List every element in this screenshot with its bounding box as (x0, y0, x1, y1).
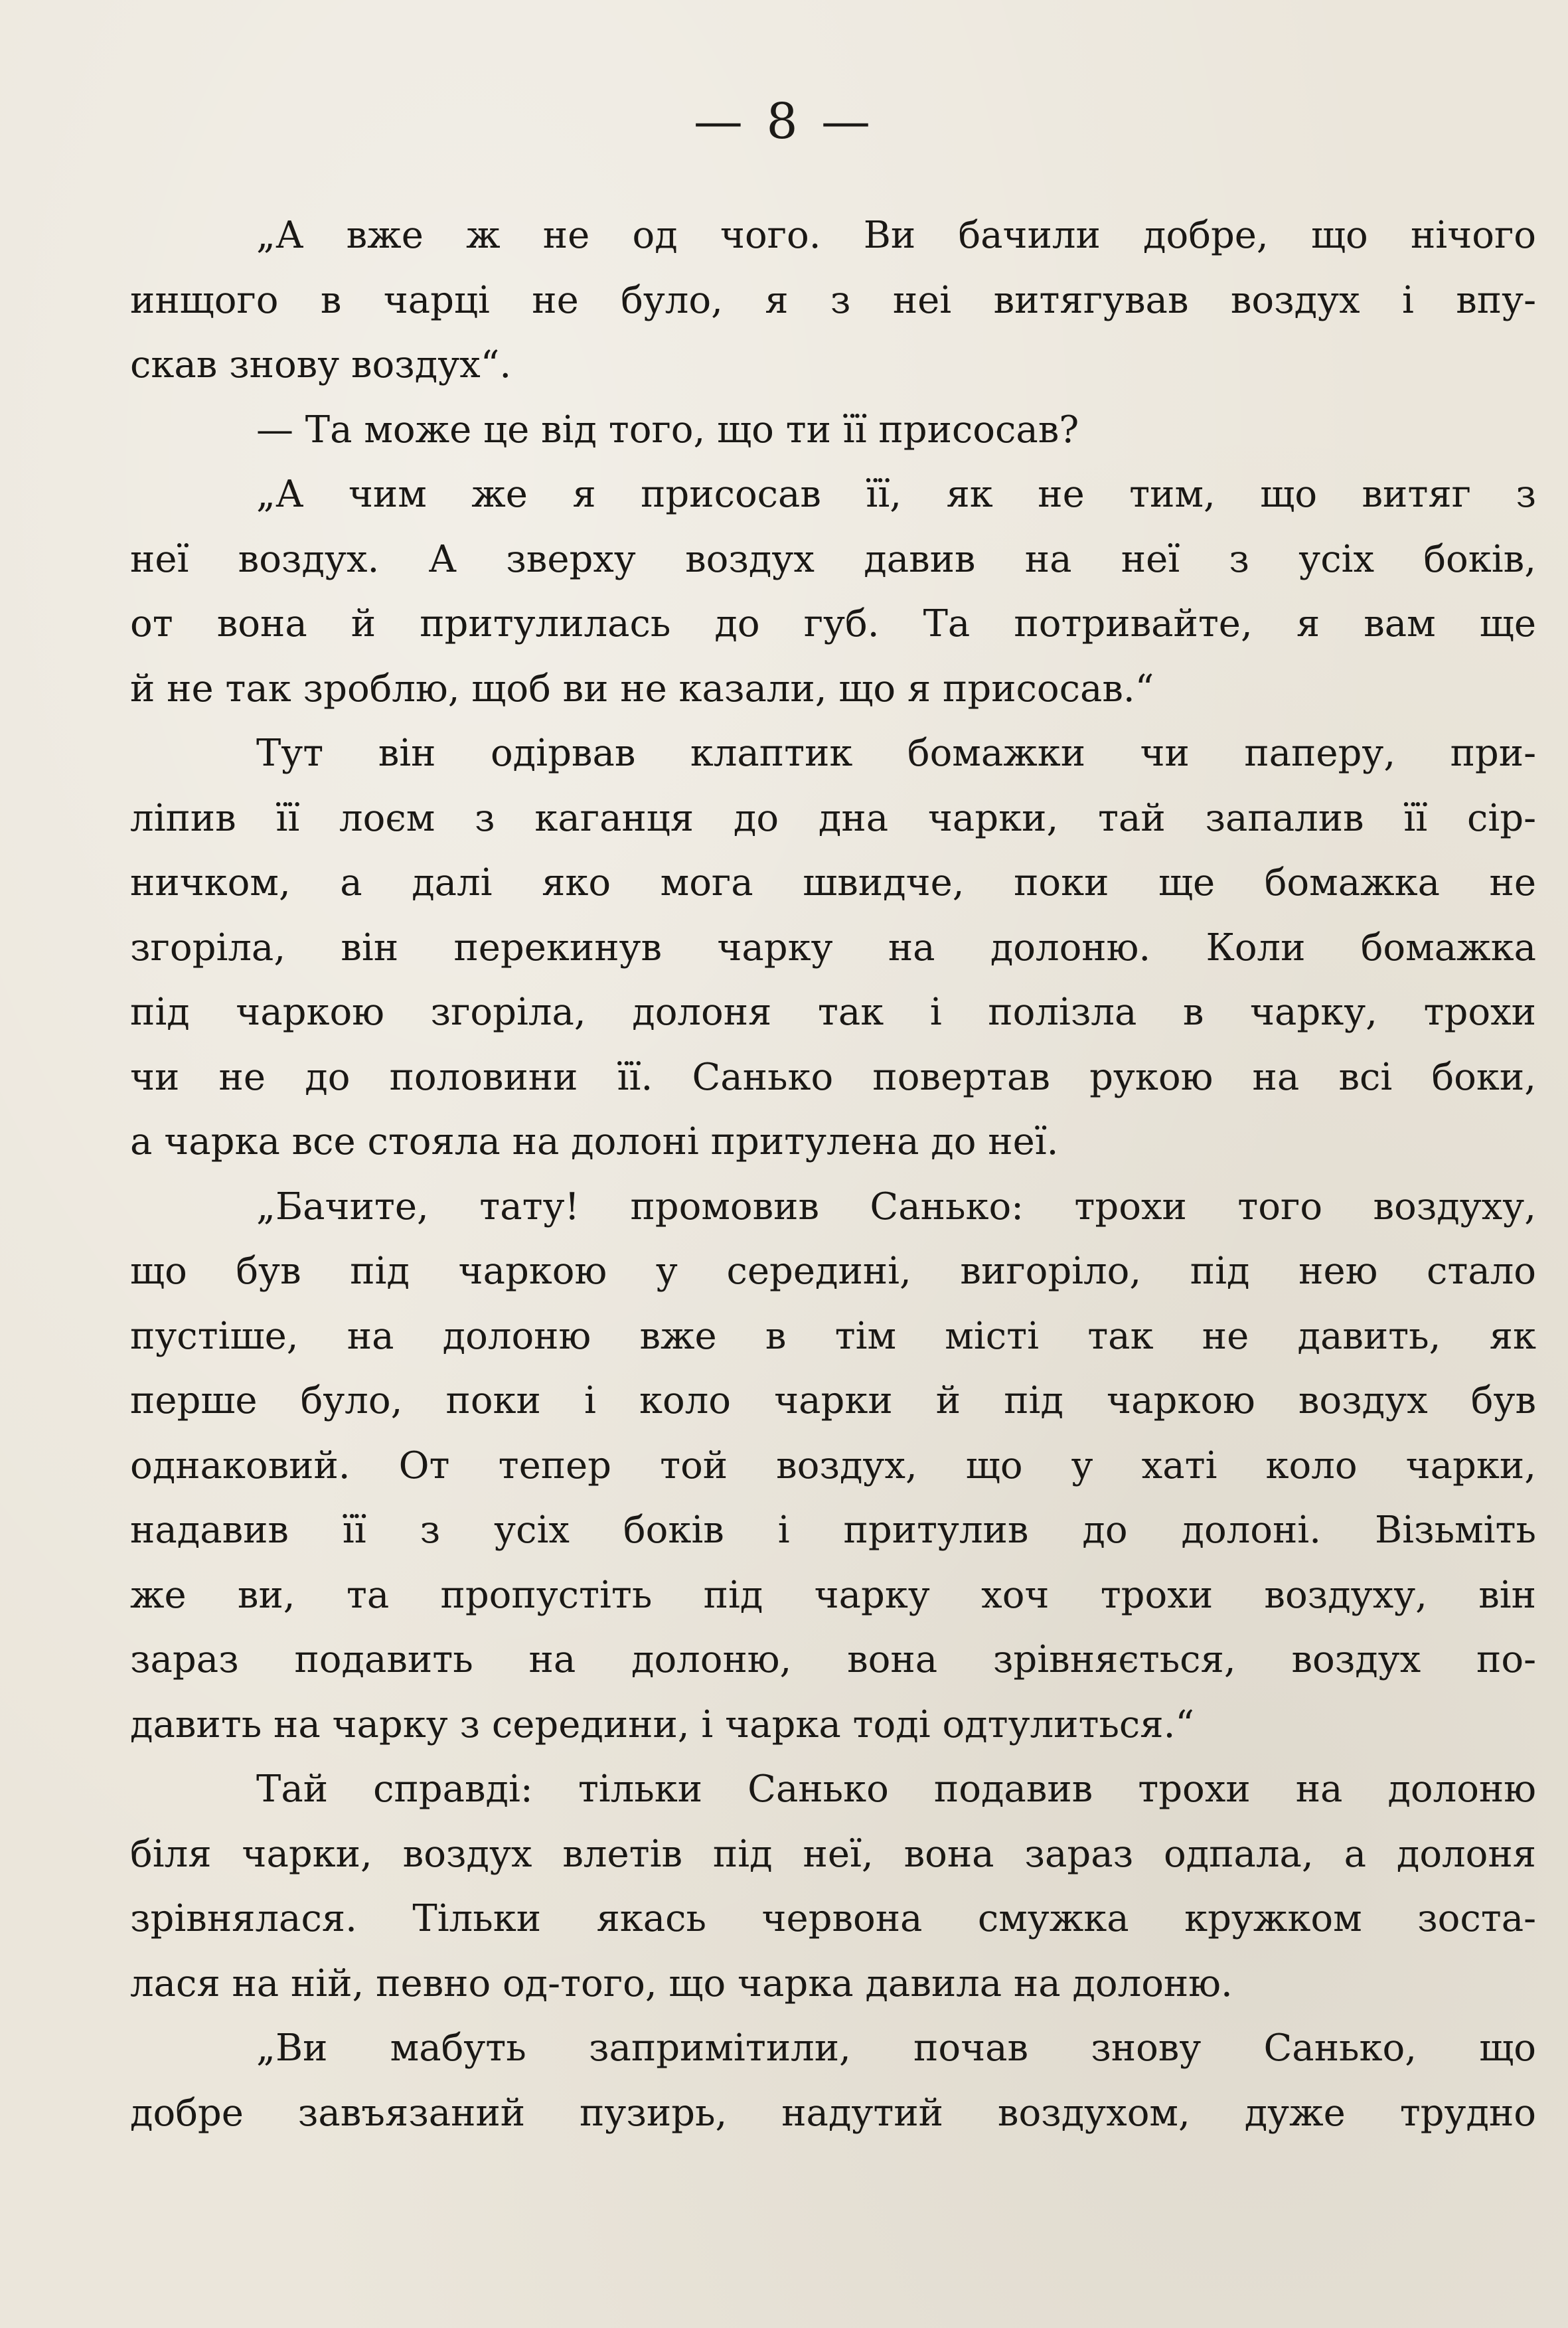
text-line: згоріла, він перекинув чарку на долоню. Коли бомажка (130, 926, 1536, 969)
text-line: инщого в чарці не було, я з неі витягував воздух і впу- (130, 278, 1536, 322)
paragraph (130, 1757, 1536, 2016)
paragraph (130, 462, 1536, 721)
paragraph (130, 721, 1536, 1175)
text-line: же ви, та пропустіть під чарку хоч трохи воздуху, він (130, 1573, 1536, 1617)
text-line: зараз подавить на долоню, вона зрівняється, воздух по- (130, 1638, 1536, 1681)
text-line: зрівнялася. Тільки якась червона смужка кружком зоста- (130, 1897, 1536, 1940)
text-line: от вона й притулилась до губ. Та потривайте, я вам ще (130, 602, 1536, 645)
paragraph (130, 398, 1536, 463)
paragraph (130, 1175, 1536, 1758)
text-line: лася на ній, певно од-того, що чарка давила на долоню. (130, 1961, 1233, 2005)
text-line: „Ви мабуть запримітили, почав знову Санько, що (256, 2027, 1536, 2070)
page-number: — 8 — (693, 93, 875, 150)
text-line: Тай справді: тільки Санько подавив трохи на долоню (256, 1768, 1536, 1811)
body-text (130, 203, 1536, 2145)
paragraph (130, 203, 1536, 398)
text-line: „Бачите, тату! промовив Санько: трохи того воздуху, (256, 1185, 1536, 1228)
text-line: а чарка все стояла на долоні притулена до неї. (130, 1120, 1059, 1163)
text-line: — Та може це від того, що ти її присосав? (256, 408, 1079, 452)
text-line: ліпив її лоєм з каганця до дна чарки, тай запалив її сір- (130, 796, 1536, 840)
text-line: під чаркою згоріла, долоня так і полізла в чарку, трохи (130, 991, 1536, 1034)
text-line: скав знову воздух“. (130, 343, 512, 386)
text-line: пустіше, на долоню вже в тім місті так не давить, як (130, 1314, 1536, 1358)
text-line: Тут він одірвав клаптик бомажки чи паперу, при- (256, 732, 1536, 775)
text-line: „А чим же я присосав її, як не тим, що витяг з (256, 473, 1536, 516)
text-line: чи не до половини її. Санько повертав рукою на всі боки, (130, 1055, 1536, 1099)
text-line: „А вже ж не од чого. Ви бачили добре, що нічого (256, 214, 1536, 257)
text-line: однаковий. От тепер той воздух, що у хаті коло чарки, (130, 1444, 1536, 1487)
text-line: біля чарки, воздух влетів під неї, вона зараз одпала, а долоня (130, 1832, 1536, 1876)
text-line: перше було, поки і коло чарки й під чаркою воздух був (130, 1379, 1536, 1422)
text-line: що був під чаркою у середині, вигоріло, під нею стало (130, 1250, 1536, 1293)
text-line: надавив її з усіх боків і притулив до долоні. Візьміть (130, 1509, 1536, 1552)
text-line: й не так зроблю, щоб ви не казали, що я присосав.“ (130, 667, 1154, 710)
paragraph (130, 2016, 1536, 2145)
text-line: добре завъязаний пузирь, надутий воздухом, дуже трудно (130, 2091, 1536, 2135)
text-line: неї воздух. А зверху воздух давив на неї з усіх боків, (130, 537, 1536, 581)
text-line: ничком, а далі яко мога швидче, поки ще бомажка не (130, 861, 1536, 904)
text-line: давить на чарку з середини, і чарка тоді одтулиться.“ (130, 1703, 1195, 1746)
